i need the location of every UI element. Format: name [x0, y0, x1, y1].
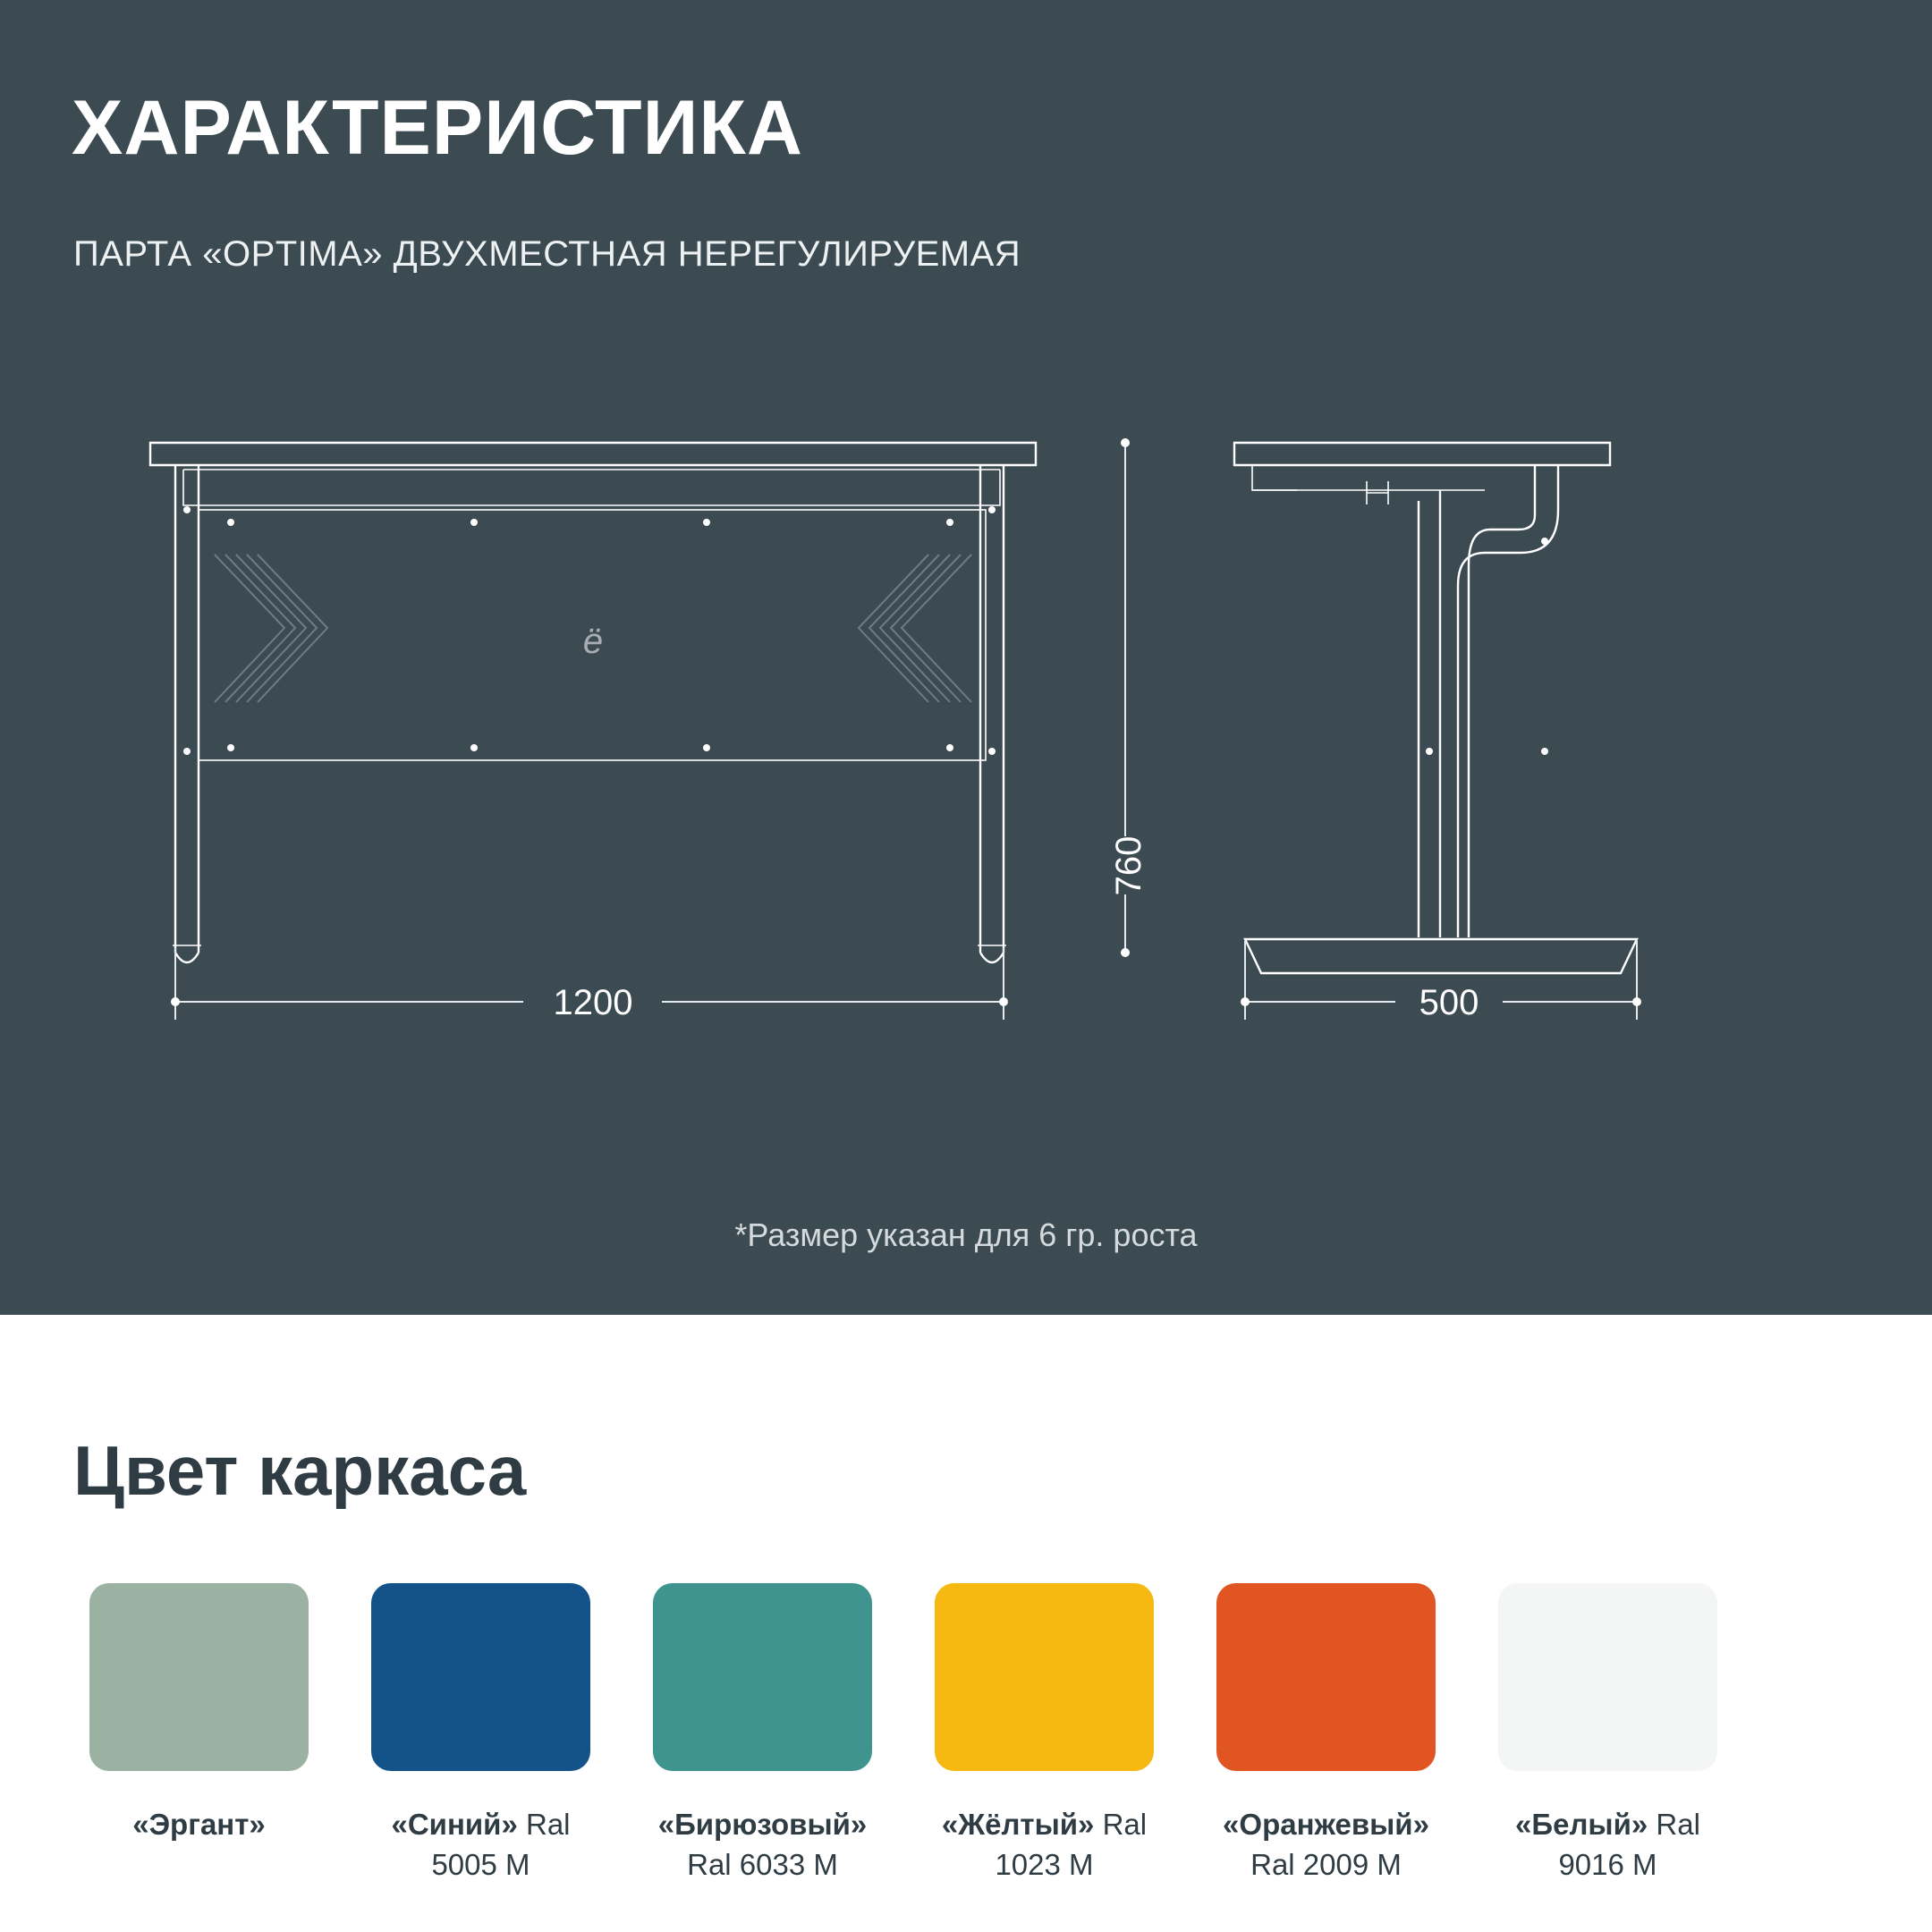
color-caption — [371, 1805, 590, 1885]
panel-pattern-left — [215, 555, 327, 702]
front-view — [150, 443, 1036, 1022]
color-name: «Эргант» — [132, 1808, 266, 1841]
dimension-width — [171, 948, 1008, 1022]
color-chip[interactable] — [1216, 1583, 1436, 1771]
frame-color-panel — [0, 1315, 1932, 1932]
page-title: ХАРАКТЕРИСТИКА — [72, 84, 803, 171]
side-view — [1234, 443, 1641, 1022]
color-code: Ral 9016 M — [1558, 1808, 1700, 1881]
color-swatch-white[interactable] — [1498, 1583, 1717, 1885]
color-swatch-turquoise[interactable] — [653, 1583, 872, 1885]
color-name: «Оранжевый» — [1223, 1808, 1429, 1841]
color-swatch-orange[interactable] — [1216, 1583, 1436, 1885]
color-swatch-blue[interactable] — [371, 1583, 590, 1885]
color-caption — [1498, 1805, 1717, 1885]
dimension-width-label: 1200 — [553, 983, 633, 1022]
dimension-height — [1109, 438, 1148, 957]
dimension-height-label: 760 — [1109, 835, 1148, 896]
color-swatch-yellow[interactable] — [935, 1583, 1154, 1885]
color-caption — [89, 1805, 309, 1845]
dimension-depth-label: 500 — [1419, 983, 1479, 1022]
color-swatch-ergant[interactable] — [89, 1583, 309, 1885]
color-code: Ral 5005 M — [431, 1808, 571, 1881]
color-caption — [653, 1805, 872, 1885]
product-subtitle: ПАРТА «OPTIMA» ДВУХМЕСТНАЯ НЕРЕГУЛИРУЕМАЯ — [73, 234, 1021, 274]
color-name: «Жёлтый» — [941, 1808, 1095, 1841]
color-chip[interactable] — [935, 1583, 1154, 1771]
color-caption — [935, 1805, 1154, 1885]
color-chip[interactable] — [1498, 1583, 1717, 1771]
panel-pattern-right — [859, 555, 971, 702]
technical-drawing — [0, 394, 1932, 1145]
color-name: «Синий» — [391, 1808, 518, 1841]
color-chip[interactable] — [89, 1583, 309, 1771]
color-swatch-list — [89, 1583, 1860, 1885]
size-note: *Размер указан для 6 гр. роста — [734, 1216, 1198, 1253]
color-chip[interactable] — [653, 1583, 872, 1771]
svg-text:ё: ё — [582, 622, 604, 661]
desk-drawing-svg — [0, 394, 1932, 1145]
color-code: Ral 2009 M — [1250, 1847, 1402, 1881]
color-name: «Белый» — [1515, 1808, 1648, 1841]
color-code: Ral 1023 M — [995, 1808, 1148, 1881]
color-name: «Бирюзовый» — [657, 1808, 868, 1841]
dimension-depth — [1241, 941, 1641, 1022]
brand-logo — [583, 622, 603, 661]
color-chip[interactable] — [371, 1583, 590, 1771]
color-caption — [1216, 1805, 1436, 1885]
color-code: Ral 6033 M — [687, 1847, 838, 1881]
frame-color-title: Цвет каркаса — [73, 1430, 527, 1510]
